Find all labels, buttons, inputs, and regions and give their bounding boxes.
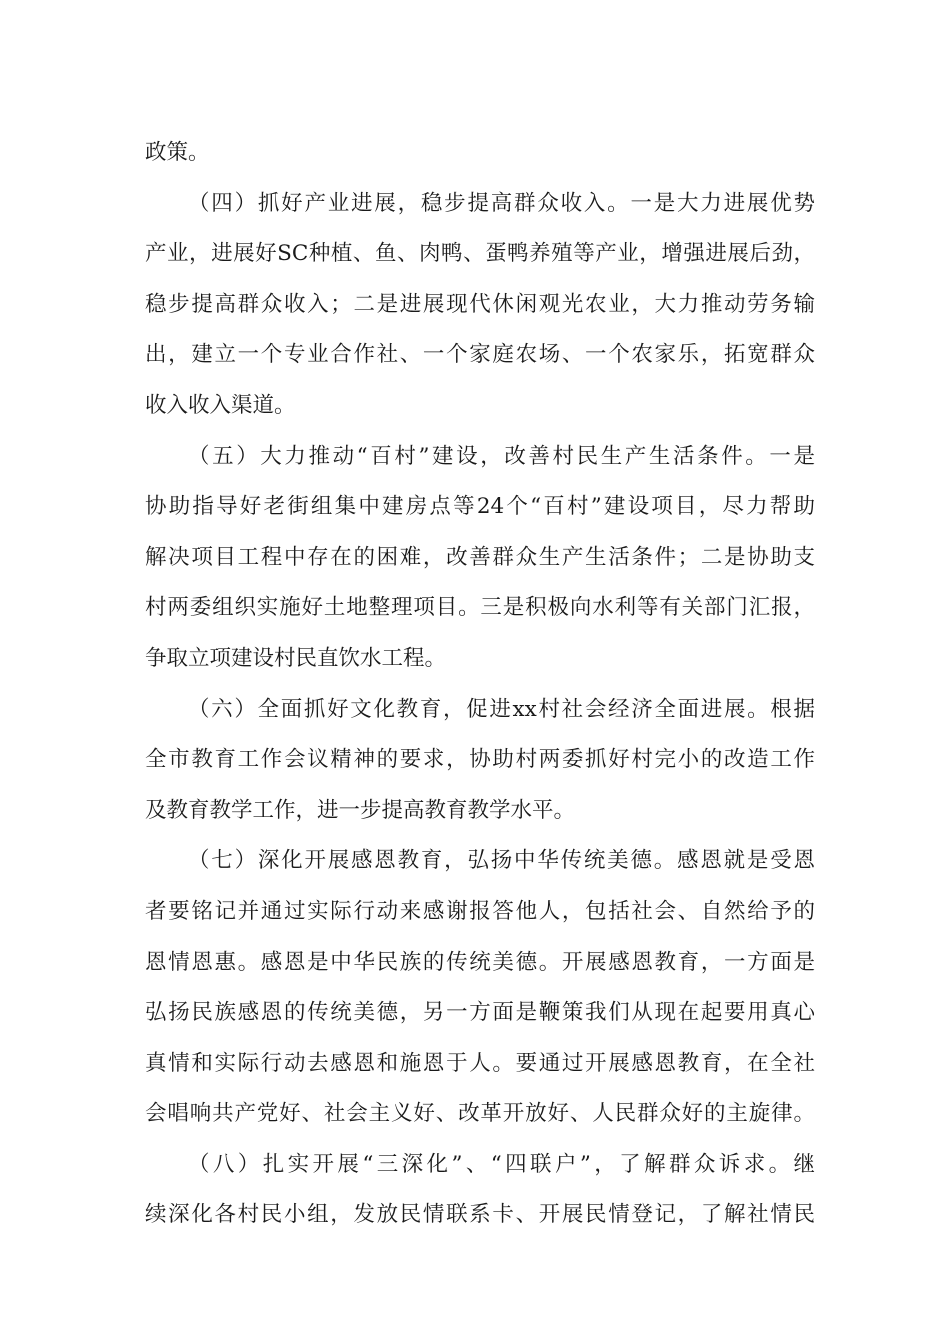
text-line: 续深化各村民小组，发放民情联系卡、开展民情登记，了解社情民 (145, 1202, 815, 1228)
text-line: 弘扬民族感恩的传统美德，另一方面是鞭策我们从现在起要用真心 (145, 1000, 815, 1026)
text-line: 及教育教学工作，进一步提高教育教学水平。 (145, 797, 576, 823)
text-line: 者要铭记并通过实际行动来感谢报答他人，包括社会、自然给予的 (145, 898, 815, 924)
text-line: （五）大力推动“百村”建设，改善村民生产生活条件。一是 (188, 443, 815, 469)
text-line: 会唱响共产党好、社会主义好、改革开放好、人民群众好的主旋律。 (145, 1101, 815, 1127)
text-line: 全市教育工作会议精神的要求，协助村两委抓好村完小的改造工作 (145, 747, 815, 773)
text-line: （七）深化开展感恩教育，弘扬中华传统美德。感恩就是受恩 (188, 848, 815, 874)
text-line: 解决项目工程中存在的困难，改善群众生产生活条件；二是协助支 (145, 544, 815, 570)
text-line: （六）全面抓好文化教育，促进xx村社会经济全面进展。根据 (188, 696, 815, 722)
text-line: 村两委组织实施好土地整理项目。三是积极向水利等有关部门汇报， (145, 595, 815, 621)
text-line: 恩情恩惠。感恩是中华民族的传统美德。开展感恩教育，一方面是 (145, 949, 815, 975)
text-line: 真情和实际行动去感恩和施恩于人。要通过开展感恩教育，在全社 (145, 1050, 815, 1076)
text-line: （八）扎实开展“三深化”、“四联户”，了解群众诉求。继 (188, 1151, 815, 1177)
document-body (145, 128, 815, 1241)
text-line: 协助指导好老街组集中建房点等24个“百村”建设项目，尽力帮助 (145, 494, 815, 520)
text-line: （四）抓好产业进展，稳步提高群众收入。一是大力进展优势 (188, 190, 815, 216)
text-line: 产业，进展好SC种植、鱼、肉鸭、蛋鸭养殖等产业，增强进展后劲， (145, 241, 815, 267)
text-line: 政策。 (145, 140, 210, 165)
text-line: 争取立项建设村民直饮水工程。 (145, 645, 447, 671)
text-line: 出，建立一个专业合作社、一个家庭农场、一个农家乐，拓宽群众 (145, 342, 815, 368)
text-line: 收入收入渠道。 (145, 392, 296, 418)
text-line: 稳步提高群众收入；二是进展现代休闲观光农业，大力推动劳务输 (145, 291, 815, 317)
